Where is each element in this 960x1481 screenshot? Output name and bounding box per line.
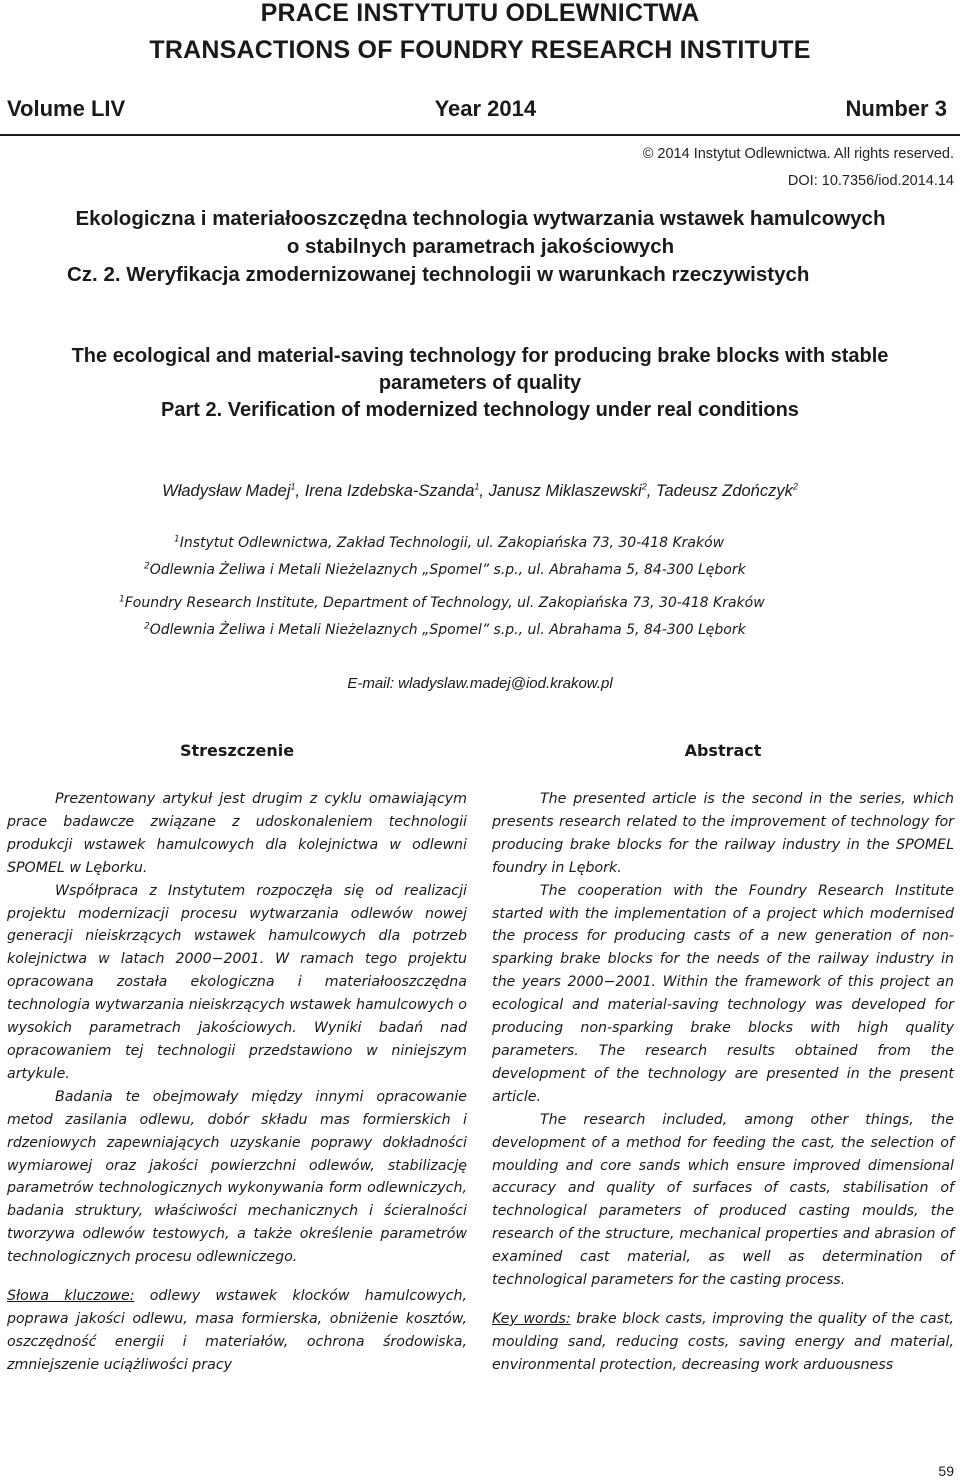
abstract-heading: Abstract [684,741,762,760]
author-separator: , [295,482,305,500]
affiliation-en-1 [119,593,765,613]
affiliation-number: 2 [144,561,150,572]
author-name: Janusz Miklaszewski [488,482,642,500]
author-list [0,480,960,502]
title-pl-line2: o stabilnych parametrach jakościowych [286,235,675,258]
affiliation-number: 2 [144,621,150,632]
affiliation-text: Odlewnia Żeliwa i Metali Nieżelaznych „Spomel” s.p., ul. Abrahama 5, 84-300 Lębork [149,562,746,578]
affiliation-pl-1 [174,533,724,553]
affiliation-text: Foundry Research Institute, Department of Technology, ul. Zakopiańska 73, 30-418 Kraków [124,595,765,611]
page-number: 59 [938,1463,954,1479]
keywords-label: Key words: [492,1310,571,1327]
affiliation-text: Odlewnia Żeliwa i Metali Nieżelaznych „Spomel” s.p., ul. Abrahama 5, 84-300 Lębork [149,622,746,638]
number-label: Number 3 [845,96,947,121]
author-affiliation-mark: 2 [792,481,798,492]
abstract-body [492,788,954,1377]
streszczenie-paragraph: Prezentowany artykuł jest drugim z cyklu omawiającym prace badawcze związane z udoskonaleniem technologii produkcji wstawek hamulcowych dla kolejnictwa w odlewni SPOMEL w Lęborku. [7,791,467,876]
affiliation-number: 1 [119,594,125,605]
author-affiliation-mark: 2 [641,481,647,492]
title-en-line1: The ecological and material-saving technology for producing brake blocks with stable [71,345,889,367]
streszczenie-heading: Streszczenie [179,741,295,760]
author-affiliation-mark: 1 [290,481,296,492]
journal-name-pl: PRACE INSTYTUTU ODLEWNICTWA [260,0,700,27]
author-name: Irena Izdebska-Szanda [304,482,475,500]
abstract-paragraph: The research included, among other things, the development of a method for feeding the cast, the selection of moulding and core sands which ensure improved dimensional accuracy and quality of surfaces of casts, stabilisation of technological parameters of produced casting moulds, the research of the structure, mechanical properties and abrasion of examined cast material, as well as determination of technological parameters for the casting process. [492,1111,954,1289]
year-label: Year 2014 [434,96,537,121]
volume-bar [7,95,947,125]
author-name: Władysław Madej [162,482,291,500]
author-separator: , [479,482,489,500]
author-affiliation-mark: 1 [474,481,480,492]
author-separator: , [646,482,656,500]
affiliation-number: 1 [174,534,180,545]
abstract-paragraph: The presented article is the second in the series, which presents research related to the improvement of technology for producing brake blocks for the railway industry in the SPOMEL foundry in Lębork. [492,791,954,876]
keywords-text: brake block casts, improving the quality of the cast, moulding sand, reducing costs, saving energy and material, environmental protection, decreasing work arduousness [492,1310,954,1373]
abstract-keywords [492,1308,954,1377]
title-pl-part: Cz. 2. Weryfikacja zmodernizowanej technologii w warunkach rzeczywistych [67,263,810,286]
journal-name-en: TRANSACTIONS OF FOUNDRY RESEARCH INSTITUTE [149,36,811,64]
title-en-line2: parameters of quality [378,372,582,394]
header-divider [0,134,960,136]
title-en-part: Part 2. Verification of modernized technology under real conditions [161,399,799,421]
affiliation-en-2 [144,620,746,640]
volume-label: Volume LIV [7,96,126,121]
streszczenie-body [7,788,467,1377]
abstract-paragraph: The cooperation with the Foundry Research Institute started with the implementation of a project which modernised the process for producing casts of a new generation of non-sparking brake blocks for the needs of the railway industry in the years 2000−2001. Within the framework of this project an ecological and material-saving technology was developed for producing non-sparking brake blocks with high quality parameters. The research results obtained from the development of the technology are presented in the present article. [492,882,954,1105]
keywords-label: Słowa kluczowe: [7,1288,135,1305]
streszczenie-keywords [7,1285,467,1377]
title-pl-line1: Ekologiczna i materiałooszczędna technologia wytwarzania wstawek hamulcowych [75,207,886,230]
affiliation-pl-2 [144,560,746,580]
keywords-text: odlewy wstawek klocków hamulcowych, poprawa jakości odlewu, masa formierska, obniżenie kosztów, oszczędność energii i materiałów, ochrona środowiska, zmniejszenie uciążliwości pracy [7,1288,467,1373]
author-name: Tadeusz Zdończyk [655,482,793,500]
contact-email[interactable]: E-mail: wladyslaw.madej@iod.krakow.pl [347,675,613,692]
streszczenie-paragraph: Badania te obejmowały między innymi opracowanie metod zasilania odlewu, dobór składu mas formierskich i rdzeniowych zapewniających uzyskanie poprawy dokładności wymiarowej oraz jakości powierzchni odlewów, stabilizację parametrów technologicznych wykonywania form odlewniczych, badania struktury, właściwości mechanicznych i ścieralności tworzywa odlewów testowych, a także określenie parametrów technologicznych procesu odlewniczego. [7,1088,467,1266]
affiliation-text: Instytut Odlewnictwa, Zakład Technologii, ul. Zakopiańska 73, 30-418 Kraków [179,535,725,551]
copyright-notice: © 2014 Instytut Odlewnictwa. All rights reserved. [642,146,954,162]
streszczenie-paragraph: Współpraca z Instytutem rozpoczęła się od realizacji projektu modernizacji procesu wytwarzania odlewów nowej generacji nieiskrzących wstawek hamulcowych dla potrzeb kolejnictwa w latach 2000−2001. W ramach tego projektu opracowana została ekologiczna i materiałooszczędna technologia wytwarzania nieiskrzących wstawek hamulcowych o wysokich parametrach jakościowych. Wyniki badań nad opracowaniem tej technologii przedstawiono w niniejszym artykule. [7,882,467,1082]
doi: DOI: 10.7356/iod.2014.14 [787,173,954,189]
